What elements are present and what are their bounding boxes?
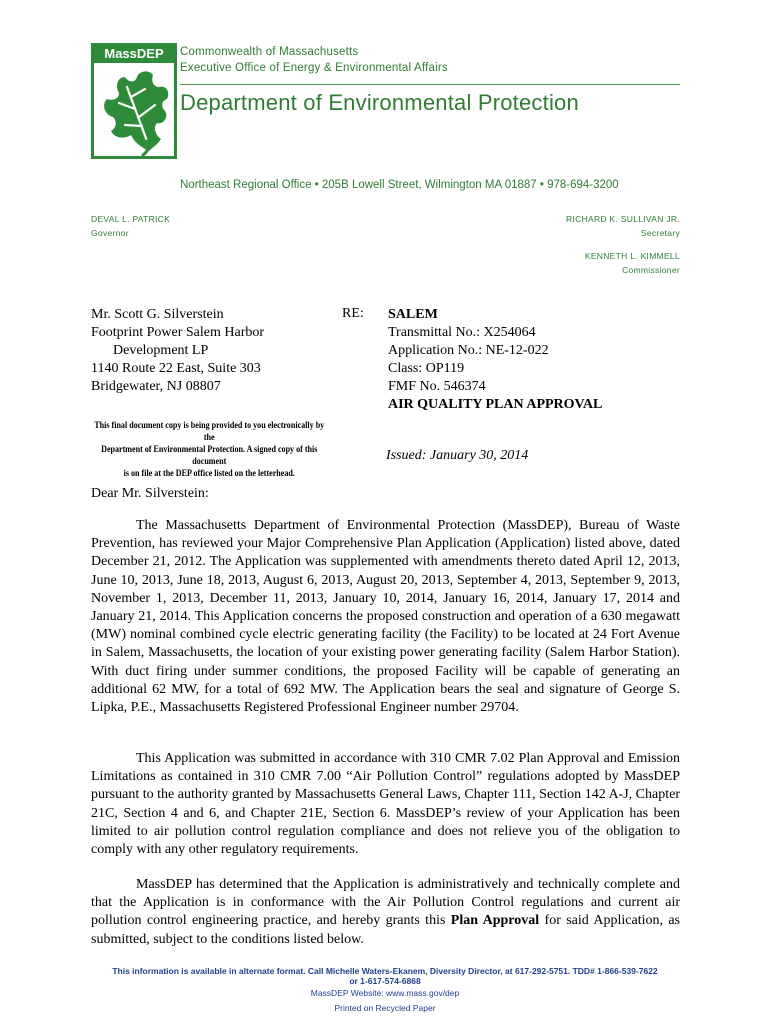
electronic-copy-note [91,420,328,480]
re-fmf: FMF No. 546374 [388,379,486,394]
footer-website: MassDEP Website: www.mass.gov/dep [310,988,460,998]
office-address: Northeast Regional Office • 205B Lowell Street, Wilmington MA 01887 • 978-694-3200 [180,179,619,191]
re-label: RE: [342,306,364,321]
body-paragraph-2: This Application was submitted in accordance with 310 CMR 7.02 Plan Approval and Emission Limitations as contained in 310 CMR 7.00 “Air Pollution Control” regulations adopted by MassDEP pursuant to the authority granted by Massachusetts General Laws, Chapter 111, Section 142 A-J, Chapter 21C, Section 4 and 6, and Chapter 21E, Section 6. MassDEP’s review of your Application has been limited to air pollution control regulation compliance and does not relieve you of the obligation to comply with any other regulatory requirements. [91,751,680,858]
electronic-note-line-2: Department of Environmental Protection. A signed copy of this document [101,445,318,467]
re-transmittal: Transmittal No.: X254064 [388,325,536,340]
re-application: Application No.: NE-12-022 [388,343,549,358]
footer-alternate-format: This information is available in alternate format. Call Michelle Waters-Ekanem, Diversity Director, at 617-292-5751. TDD# 1-866-539-7622 or 1-617-574-6868 [112,966,658,986]
header-rule [180,84,680,85]
recipient-street: 1140 Route 22 East, Suite 303 [91,361,261,376]
secretary-title: Secretary [640,228,680,238]
massdep-logo [91,43,177,159]
re-title: AIR QUALITY PLAN APPROVAL [388,397,603,412]
recipient-name: Mr. Scott G. Silverstein [91,307,224,322]
body-paragraph-1: The Massachusetts Department of Environmental Protection (MassDEP), Bureau of Waste Prevention, has reviewed your Major Comprehensive Plan Application (Application) listed above, dated December 21, 2012. The Application was supplemented with amendments thereto dated April 12, 2013, June 10, 2013, June 18, 2013, August 6, 2013, August 20, 2013, September 4, 2013, September 9, 2013, November 1, 2013, December 11, 2013, January 10, 2014, January 16, 2014, January 17, 2014 and January 21, 2014. This Application concerns the proposed construction and operation of a 630 megawatt (MW) nominal combined cycle electric generating facility (the Facility) to be located at 24 Fort Avenue in Salem, Massachusetts, the location of your existing power generating facility (Salem Harbor Station). With duct firing under summer conditions, the proposed Facility will be capable of generating an additional 62 MW, for a total of 692 MW. The Application bears the seal and signature of George S. Lipka, P.E., Massachusetts Registered Professional Engineer number 29704. [91,518,680,716]
electronic-note-line-3: is on file at the DEP office listed on the letterhead. [123,469,295,479]
recipient-company-2: Development LP [113,343,209,358]
agency-line-2: Executive Office of Energy & Environmental Affairs [180,62,448,74]
governor-name: DEVAL L. PATRICK [91,214,171,224]
re-class: Class: OP119 [388,361,465,376]
secretary-name: RICHARD K. SULLIVAN JR. [566,214,680,224]
salutation: Dear Mr. Silverstein: [91,486,209,501]
commissioner-title: Commissioner [622,265,680,275]
recipient-city: Bridgewater, NJ 08807 [91,379,221,394]
body-paragraph-3: MassDEP has determined that the Application is administratively and technically complete and that the Application is in conformance with the Air Pollution Control regulations and current air pollution control engineering practice, and hereby grants this Plan Approval for said Application, as submitted, subject to the conditions listed below. [91,877,680,947]
issued-date: Issued: January 30, 2014 [386,448,529,463]
electronic-note-line-1: This final document copy is being provided to you electronically by the [94,421,325,443]
agency-line-1: Commonwealth of Massachusetts [180,46,359,58]
recipient-company-1: Footprint Power Salem Harbor [91,325,265,340]
footer-recycled: Printed on Recycled Paper [334,1003,436,1013]
logo-wordmark: MassDEP [104,46,164,61]
commissioner-name: KENNETH L. KIMMELL [584,251,680,261]
plan-approval-emphasis: Plan Approval [450,913,540,929]
governor-title: Governor [91,228,129,238]
department-title: Department of Environmental Protection [180,90,579,115]
re-subject: SALEM [388,307,438,322]
